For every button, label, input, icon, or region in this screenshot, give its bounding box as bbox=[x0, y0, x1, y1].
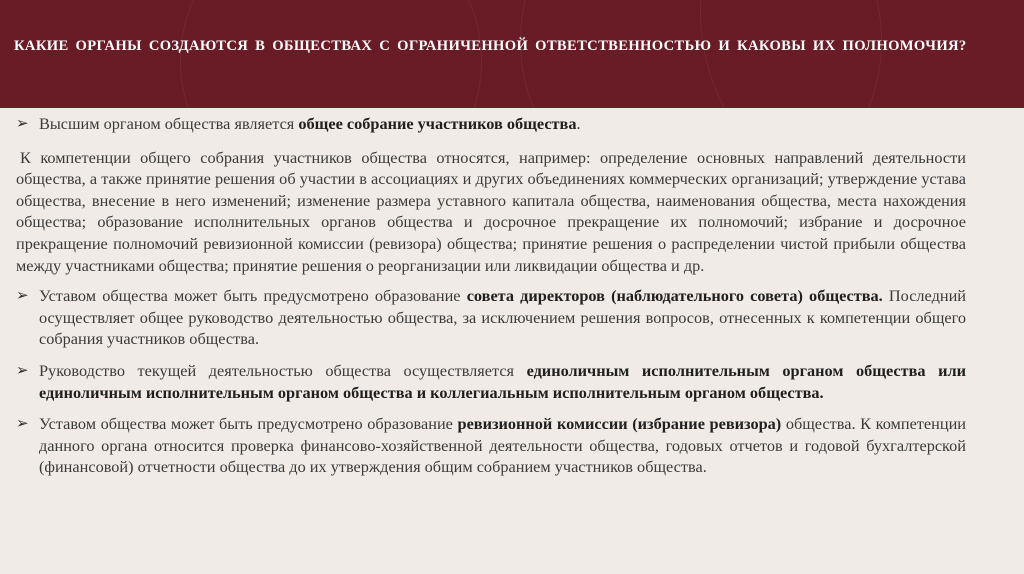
arrow-bullet-icon: ➢ bbox=[16, 286, 29, 305]
bullet-text: . bbox=[576, 114, 581, 133]
bullet-text-bold: ревизионной комиссии (избрание ревизора) bbox=[457, 414, 782, 434]
slide-header bbox=[0, 0, 1024, 108]
competence-paragraph: К компетенции общего собрания участников общества относятся, например: определение основных направлений деятельности общества, а также принятие решения об участии в ассоциациях и других объединениях коммерческих организаций; утверждение устава общества, внесение в него изменений; изменение размера уставного капитала общества, наименования общества, места нахождения общества; образование исполнительных органов общества и досрочное прекращение их полномочий; избрание и досрочное прекращение полномочий ревизионной комиссии (ревизора) общества; принятие решения о распределении чистой прибыли общества между участниками общества; принятие решения о реорганизации или ликвидации общества и др. bbox=[16, 147, 966, 275]
bullet-text: общества. К компетенции данного органа относится проверка финансово-хозяйственной деятельности общества, годовых отчетов и годовой бухгалтерской (финансовой) отчетности общества до их утверждения общим собранием участников общества. bbox=[39, 414, 966, 477]
bullet-item-audit-commission bbox=[16, 413, 966, 478]
bullet-text-bold: совета директоров (наблюдательного совета) общества. bbox=[466, 286, 883, 306]
arrow-bullet-icon: ➢ bbox=[16, 114, 29, 132]
slide-body bbox=[16, 113, 966, 478]
bullet-text-bold: общее собрание участников общества bbox=[298, 114, 577, 133]
arrow-bullet-icon: ➢ bbox=[16, 360, 29, 379]
bullet-text-bold: единоличным исполнительным органом общества или единоличным исполнительным органом общества и коллегиальным исполнительным органом общества. bbox=[39, 360, 966, 402]
bullet-item-executive-body bbox=[16, 360, 966, 403]
bullet-text: Уставом общества может быть предусмотрено образование bbox=[39, 414, 458, 434]
bullet-text: Уставом общества может быть предусмотрено образование bbox=[39, 286, 467, 306]
slide-title: КАКИЕ ОРГАНЫ СОЗДАЮТСЯ В ОБЩЕСТВАХ С ОГРАНИЧЕННОЙ ОТВЕТСТВЕННОСТЬЮ И КАКОВЫ ИХ ПОЛНОМОЧИЯ? bbox=[14, 38, 967, 54]
bullet-text: Высшим органом общества является bbox=[39, 114, 299, 133]
bullet-text: Последний осуществляет общее руководство деятельностью общества, за исключением решения вопросов, отнесенных к компетенции общего собрания участников общества. bbox=[39, 286, 966, 349]
bullet-text: Руководство текущей деятельностью общества осуществляется bbox=[39, 360, 527, 380]
bullet-item-general-meeting bbox=[16, 113, 966, 135]
bullet-item-board-of-directors bbox=[16, 285, 966, 350]
arrow-bullet-icon: ➢ bbox=[16, 414, 29, 433]
